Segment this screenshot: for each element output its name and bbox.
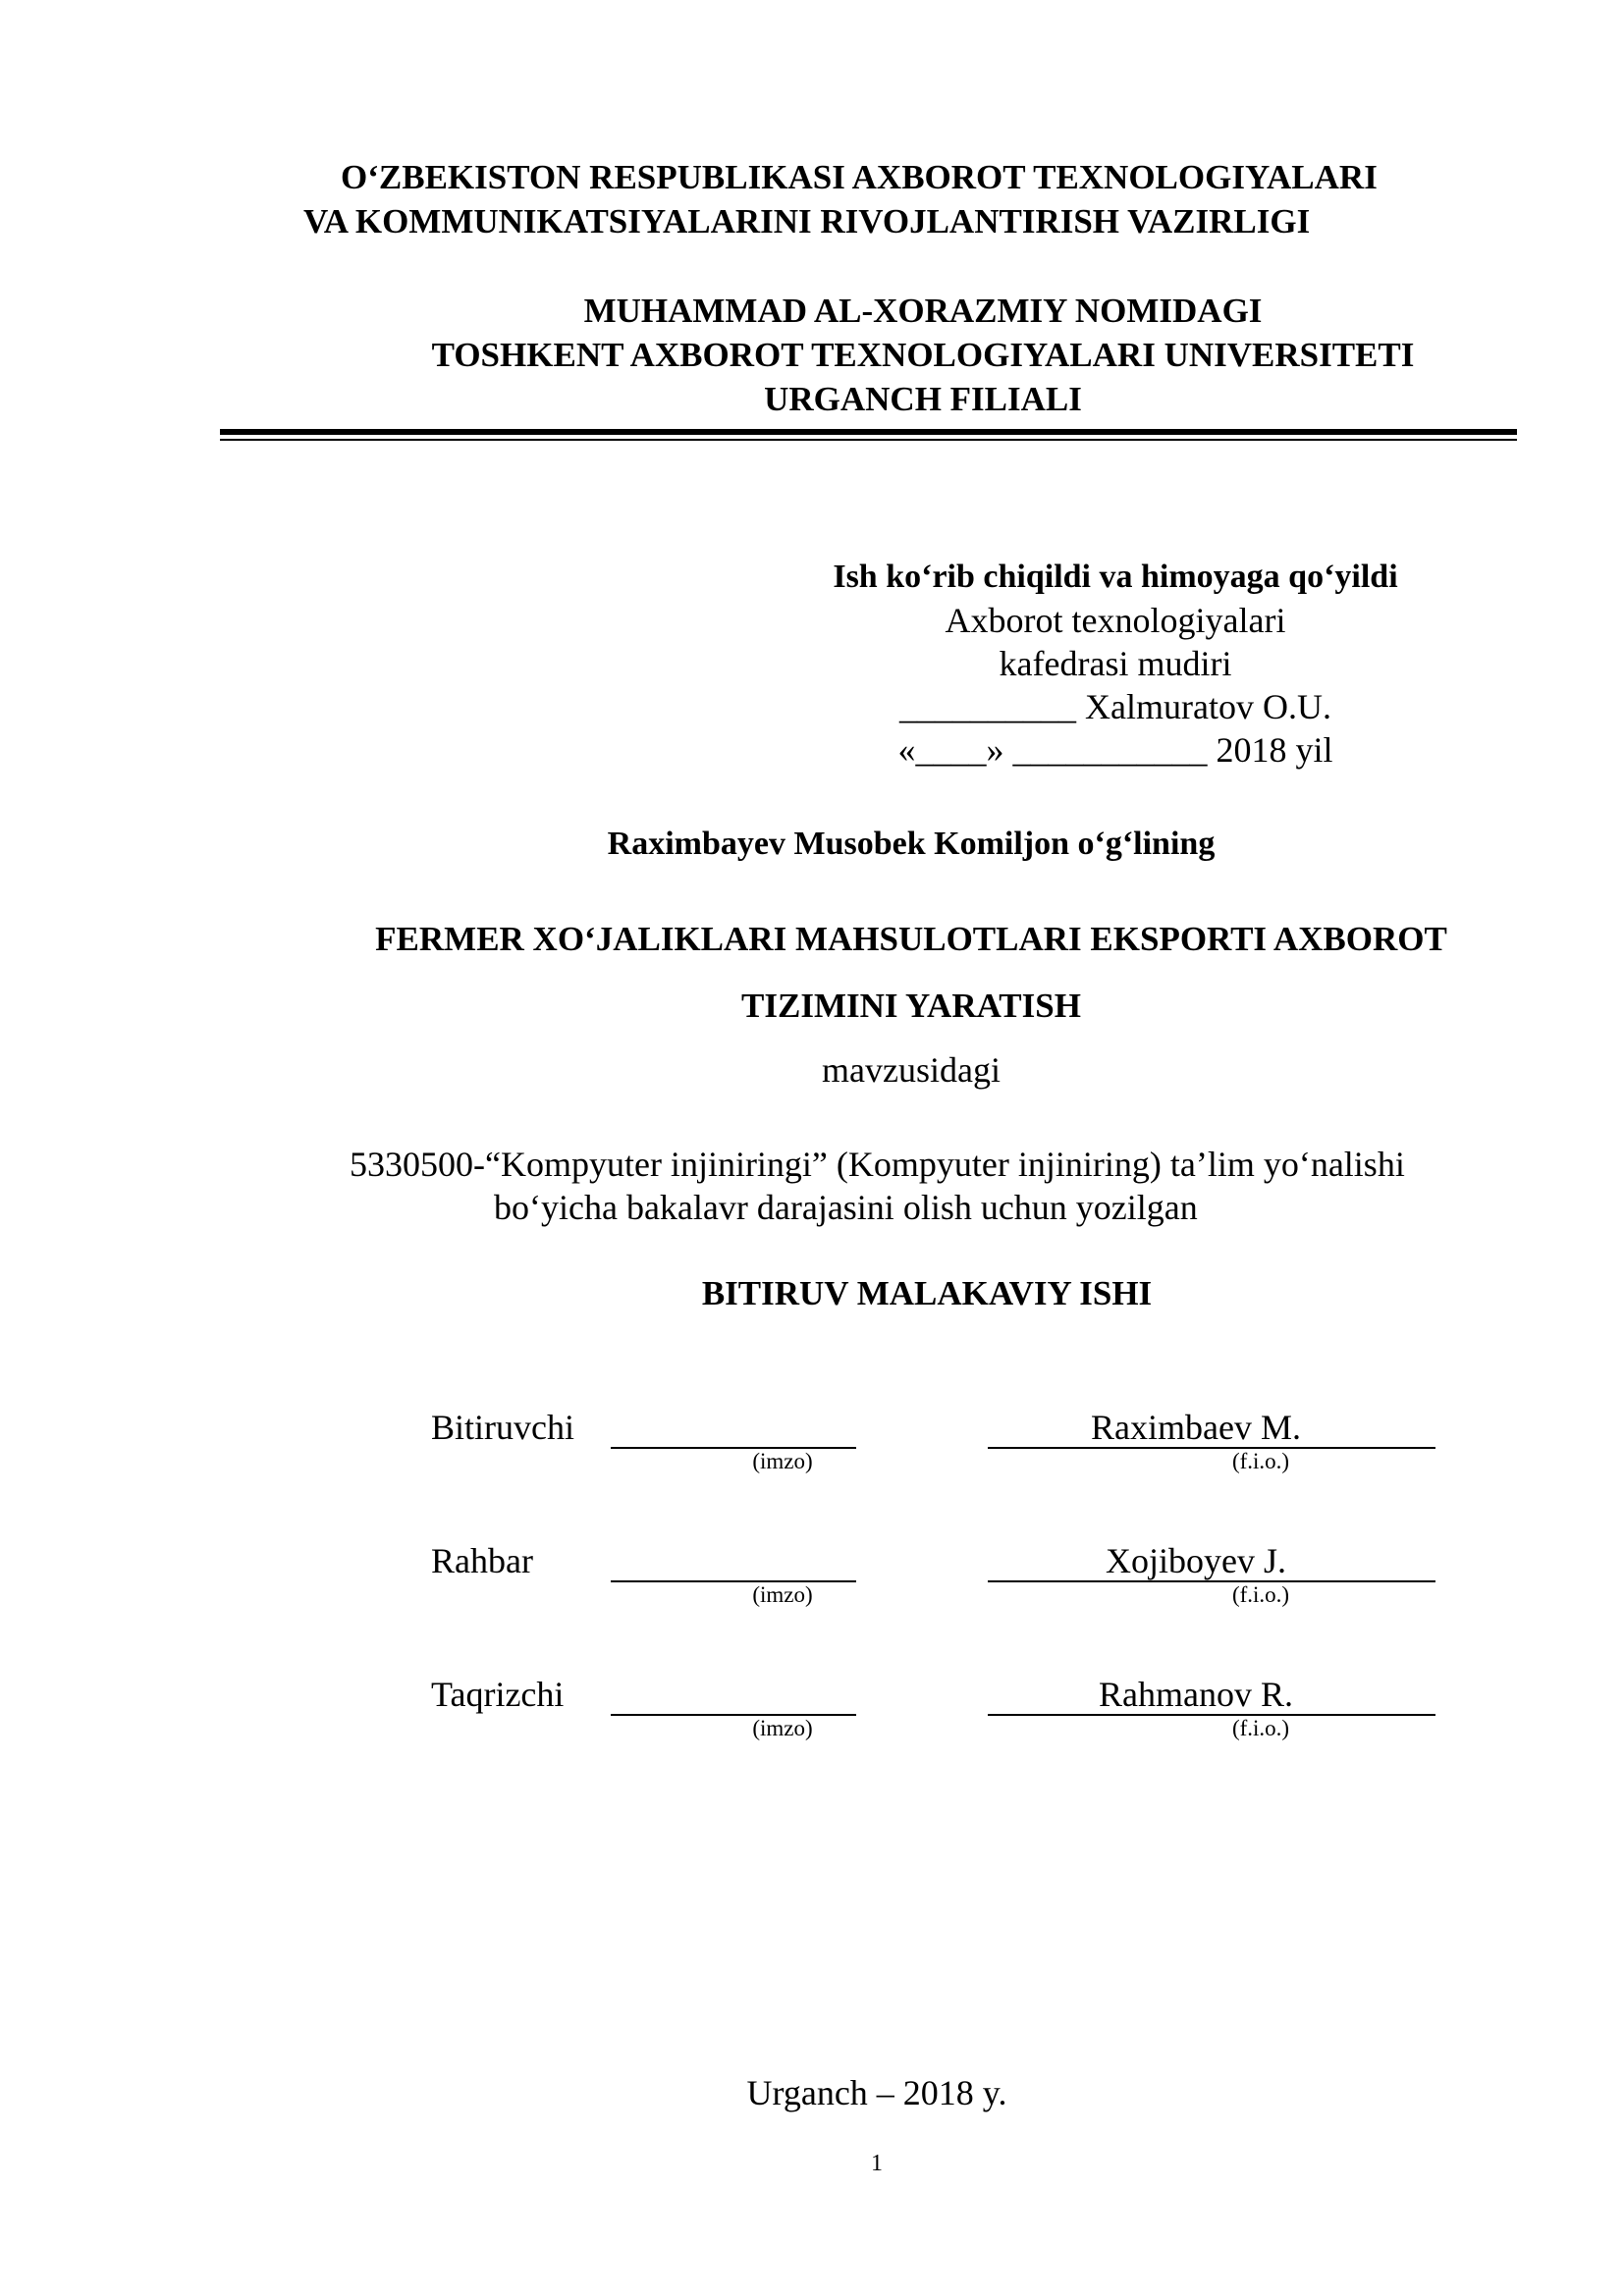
signer-name: Xojiboyev J. [1106, 1541, 1286, 1580]
university-line-1: MUHAMMAD AL-XORAZMIY NOMIDAGI [583, 292, 1263, 330]
signature-caption: (imzo) [752, 1582, 813, 1607]
name-caption: (f.i.o.) [1231, 1449, 1290, 1473]
approval-signature-line: __________ Xalmuratov O.U. [899, 687, 1331, 726]
signature-line [611, 1714, 856, 1716]
approval-date-line: «____» ___________ 2018 yil [897, 730, 1333, 770]
topic-suffix: mavzusidagi [822, 1050, 1001, 1090]
signature-line [611, 1447, 856, 1449]
university-line-2: TOSHKENT AXBOROT TEXNOLOGIYALARI UNIVERSITETI [431, 336, 1415, 374]
university-line-3: URGANCH FILIALI [764, 380, 1082, 418]
topic-line-2: TIZIMINI YARATISH [741, 987, 1081, 1025]
header-rule-thin [220, 439, 1517, 441]
signer-name: Raximbaev M. [1091, 1408, 1301, 1447]
signature-caption: (imzo) [752, 1716, 813, 1740]
ministry-line-2: VA KOMMUNIKATSIYALARINI RIVOJLANTIRISH VAZIRLIGI [303, 202, 1311, 240]
name-caption: (f.i.o.) [1231, 1716, 1290, 1740]
name-caption: (f.i.o.) [1231, 1582, 1290, 1607]
specialty-line-1: 5330500-“Kompyuter injiniringi” (Kompyuter injiniring) ta’lim yo‘nalishi [350, 1145, 1405, 1184]
author-name: Raximbayev Musobek Komiljon o‘g‘lining [607, 826, 1216, 862]
topic-line-1: FERMER XO‘JALIKLARI MAHSULOTLARI EKSPORTI AXBOROT [375, 920, 1447, 958]
approval-line-2: kafedrasi mudiri [999, 644, 1232, 683]
specialty-line-2: bo‘yicha bakalavr darajasini olish uchun yozilgan [494, 1188, 1198, 1227]
signature-role: Taqrizchi [431, 1675, 565, 1714]
header-rule-thick [220, 429, 1517, 435]
signature-role: Bitiruvchi [431, 1408, 574, 1447]
page-number: 1 [871, 2151, 883, 2176]
place-year: Urganch – 2018 y. [746, 2073, 1007, 2112]
signature-line [611, 1580, 856, 1582]
signer-name: Rahmanov R. [1099, 1675, 1293, 1714]
signature-caption: (imzo) [752, 1449, 813, 1473]
approval-title: Ish ko‘rib chiqildi va himoyaga qo‘yildi [833, 559, 1398, 595]
signature-role: Rahbar [431, 1541, 533, 1580]
ministry-line-1: O‘ZBEKISTON RESPUBLIKASI AXBOROT TEXNOLOGIYALARI [341, 158, 1378, 196]
approval-line-1: Axborot texnologiyalari [945, 601, 1286, 640]
work-type-title: BITIRUV MALAKAVIY ISHI [701, 1274, 1153, 1312]
